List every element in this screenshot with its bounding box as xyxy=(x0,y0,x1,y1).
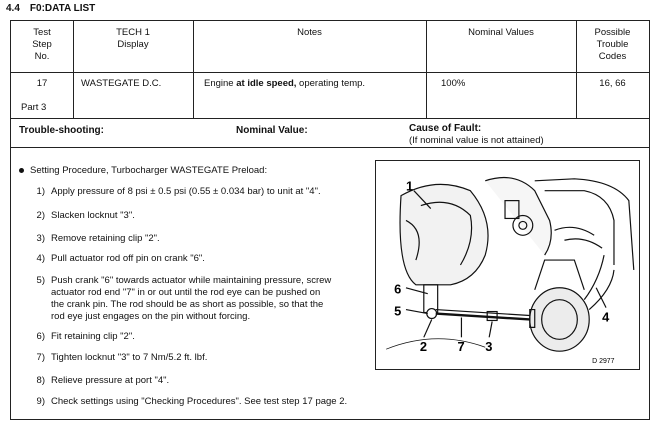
step-text: Fit retaining clip "2". xyxy=(51,331,135,342)
cell-codes: 16, 66 xyxy=(599,78,626,89)
step-text-continued: rod eye just engages on the pin without forcing. xyxy=(51,311,251,322)
step-text-continued: the crank pin. The rod should be as short as possible, so that the xyxy=(51,299,324,310)
step-text: Relieve pressure at port "4". xyxy=(51,375,170,386)
notes-bold-text: at idle speed, xyxy=(236,78,297,89)
wastegate-illustration xyxy=(375,160,640,370)
step-text: Check settings using "Checking Procedures". See test step 17 page 2. xyxy=(51,396,348,407)
header-line: Trouble xyxy=(596,39,629,50)
header-line: Display xyxy=(117,39,149,50)
callout-7: 7 xyxy=(457,339,465,355)
notes-text: operating temp. xyxy=(296,78,366,89)
section-title: F0:DATA LIST xyxy=(29,3,96,14)
header-line: TECH 1 xyxy=(116,27,150,38)
step-number: 6) xyxy=(36,331,45,342)
step-number: 2) xyxy=(36,210,45,221)
header-line: Step xyxy=(32,39,52,50)
procedure-step xyxy=(31,233,371,245)
procedure-step xyxy=(31,331,371,343)
header-notes: Notes xyxy=(297,27,322,38)
step-text: Tighten locknut "3" to 7 Nm/5.2 ft. lbf. xyxy=(51,352,208,363)
table-header-divider xyxy=(11,72,649,73)
step-text: Pull actuator rod off pin on crank "6". xyxy=(51,253,205,264)
step-number: 1) xyxy=(36,186,45,197)
callout-2: 2 xyxy=(419,339,427,355)
step-text-continued: actuator rod end "7" in or out until the rod eye can be pushed on xyxy=(51,287,321,298)
step-text: Remove retaining clip "2". xyxy=(51,233,160,244)
section-divider xyxy=(11,147,649,148)
cell-step-number: 17 xyxy=(36,78,48,89)
step-number: 8) xyxy=(36,375,45,386)
cell-part: Part 3 xyxy=(21,102,47,113)
header-line: Test xyxy=(33,27,51,38)
procedure-step xyxy=(31,210,371,222)
callout-4: 4 xyxy=(602,309,610,325)
header-nominal-values: Nominal Values xyxy=(468,27,534,38)
callout-3: 3 xyxy=(485,339,493,355)
table-bottom-divider xyxy=(11,118,649,119)
nominal-value-heading: Nominal Value: xyxy=(236,125,308,136)
cause-subheading: (If nominal value is not attained) xyxy=(409,135,544,146)
procedure-step xyxy=(31,396,411,408)
step-text: Apply pressure of 8 psi ± 0.5 psi (0.55 ± 0.034 bar) to unit at "4". xyxy=(51,186,321,197)
step-number: 7) xyxy=(36,352,45,363)
header-tech1-display xyxy=(73,27,193,51)
procedure-title xyxy=(19,165,267,176)
procedure-step xyxy=(31,253,371,265)
procedure-step xyxy=(31,275,381,323)
troubleshooting-heading: Trouble-shooting: xyxy=(19,125,104,136)
header-line: No. xyxy=(34,51,50,62)
procedure-step xyxy=(31,352,371,364)
header-test-step xyxy=(11,27,73,63)
page-header xyxy=(6,3,105,14)
step-text: Slacken locknut "3". xyxy=(51,210,135,221)
header-line: Possible xyxy=(594,27,631,38)
header-line: Codes xyxy=(598,51,627,62)
procedure-step xyxy=(31,375,371,387)
callout-5: 5 xyxy=(394,303,402,319)
procedure-title-text: Setting Procedure, Turbocharger WASTEGATE Preload: xyxy=(30,165,268,176)
callout-6: 6 xyxy=(394,281,402,297)
figure-code: D 2977 xyxy=(592,358,615,366)
cell-nominal: 100% xyxy=(441,78,466,89)
step-number: 3) xyxy=(36,233,45,244)
step-number: 4) xyxy=(36,253,45,264)
cell-display: WASTEGATE D.C. xyxy=(81,78,162,89)
step-number: 5) xyxy=(36,275,45,286)
wastegate-diagram xyxy=(376,161,639,369)
step-number: 9) xyxy=(36,396,45,407)
header-trouble-codes xyxy=(576,27,649,63)
section-number: 4.4 xyxy=(6,3,20,14)
callout-1: 1 xyxy=(405,178,414,194)
bullet-icon xyxy=(19,168,24,173)
illustration-drawing xyxy=(386,178,634,355)
cause-heading: Cause of Fault: xyxy=(409,123,482,134)
notes-text: Engine xyxy=(204,78,237,89)
procedure-step xyxy=(31,186,371,198)
step-text: Push crank "6" towards actuator while maintaining pressure, screw xyxy=(51,275,332,286)
cell-notes xyxy=(204,78,365,89)
